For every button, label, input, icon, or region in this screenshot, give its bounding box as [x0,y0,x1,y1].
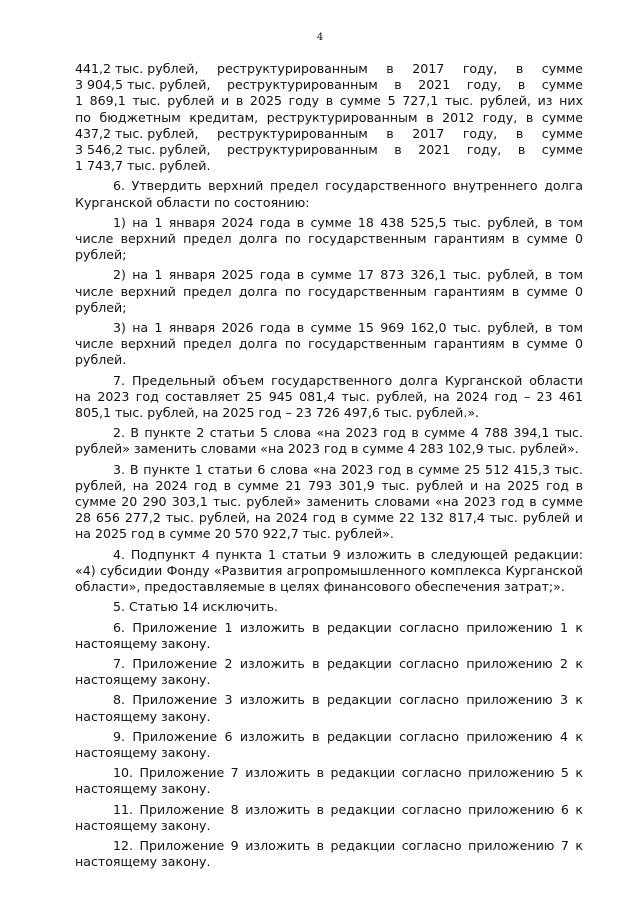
paragraph-amendment-3: 3. В пункте 1 статьи 6 слова «на 2023 год в сумме 25 512 415,3 тыс. рублей, на 2024 год в сумме 21 793 301,9 тыс. рублей и на 2025 год в сумме 20 290 303,1 тыс. рублей» заменить словами «на 2023 год в сумме 28 656 277,2 тыс. рублей, на 2024 год в сумме 22 132 817,4 тыс. рублей и на 2025 год в сумме 20 570 922,7 тыс. рублей». [75,461,583,542]
word: сумме [541,61,583,76]
paragraph-amendment-10: 10. Приложение 7 изложить в редакции согласно приложению 5 к настоящему закону. [75,765,583,797]
word: 437,2 тыс. рублей, [75,125,199,141]
word: в [515,125,524,141]
word: реструктурированным [227,77,378,93]
word: реструктурированным [227,142,378,158]
word: в [515,61,524,76]
text-line: по бюджетным кредитам, реструктурированным в 2012 году, в сумме [75,109,583,125]
paragraph-amendment-5: 5. Статью 14 исключить. [113,599,279,615]
paragraph-debt-limit-2024: 1) на 1 января 2024 года в сумме 18 438 525,5 тыс. рублей, в том числе верхний предел долга по государственным гарантиям в сумме 0 рублей; [75,214,583,263]
word: 2021 [418,77,451,93]
word: 2017 [412,61,445,76]
word: году, [466,142,502,158]
word: в [386,61,394,76]
text-line [75,61,583,77]
word: в [394,77,402,93]
continuation-paragraph [75,61,583,174]
word: в [517,142,526,158]
word: сумме [541,125,583,141]
text-line [75,126,583,142]
word: в [386,125,394,141]
document-body [75,61,583,874]
word: в [517,77,526,93]
text-line [75,77,583,93]
word: реструктурированным [216,61,368,76]
paragraph-amendment-8: 8. Приложение 3 изложить в редакции согласно приложению 3 к настоящему закону. [75,692,583,724]
word: 3 904,5 тыс. рублей, [75,77,211,93]
paragraph-debt-limit-2026: 3) на 1 января 2026 года в сумме 15 969 162,0 тыс. рублей, в том числе верхний предел долга по государственным гарантиям в сумме 0 рублей. [75,320,583,368]
word: 2017 [412,125,445,141]
paragraph-amendment-12: 12. Приложение 9 изложить в редакции согласно приложению 7 к настоящему закону. [75,837,583,870]
text-line: 1 743,7 тыс. рублей. [75,158,211,174]
word: реструктурированным [216,125,368,141]
word: сумме [541,142,583,158]
text-line [75,142,583,158]
paragraph-amendment-6: 6. Приложение 1 изложить в редакции согласно приложению 1 к настоящему закону. [75,619,583,651]
word: году, [462,61,498,76]
word: 441,2 тыс. рублей, [75,61,199,76]
paragraph-debt-limit-2025: 2) на 1 января 2025 года в сумме 17 873 326,1 тыс. рублей, в том числе верхний предел долга по государственным гарантиям в сумме 0 рублей; [75,267,583,315]
paragraph-amendment-4: 4. Подпункт 4 пункта 1 статьи 9 изложить в следующей редакции: «4) субсидии Фонду «Развития агропромышленного комплекса Курганской области», предоставляемые в целях финансового обеспечения затрат;». [75,546,583,595]
paragraph-max-debt-volume: 7. Предельный объем государственного долга Курганской области на 2023 год составляет 25 945 081,4 тыс. рублей, на 2024 год – 23 461 805,1 тыс. рублей, на 2025 год – 23 726 497,6 тыс. рублей.». [75,372,583,421]
word: сумме [541,77,583,93]
paragraph-amendment-11: 11. Приложение 8 изложить в редакции согласно приложению 6 к настоящему закону. [75,801,583,833]
word: году, [462,125,498,141]
word: 3 546,2 тыс. рублей, [75,142,211,158]
word: 2021 [418,142,451,158]
paragraph-amendment-2: 2. В пункте 2 статьи 5 слова «на 2023 год в сумме 4 788 394,1 тыс. рублей» заменить словами «на 2023 год в сумме 4 283 102,9 тыс. рублей». [75,425,583,457]
page-number: 4 [316,32,324,43]
paragraph-amendment-9: 9. Приложение 6 изложить в редакции согласно приложению 4 к настоящему закону. [75,728,583,760]
paragraph-debt-limit: 6. Утвердить верхний предел государственного внутреннего долга Курганской области по состоянию: [75,178,583,210]
text-line: 1 869,1 тыс. рублей и в 2025 году в сумме 5 727,1 тыс. рублей, из них [75,93,583,109]
word: в [394,142,402,158]
paragraph-amendment-7: 7. Приложение 2 изложить в редакции согласно приложению 2 к настоящему закону. [75,655,583,688]
word: году, [466,77,502,93]
